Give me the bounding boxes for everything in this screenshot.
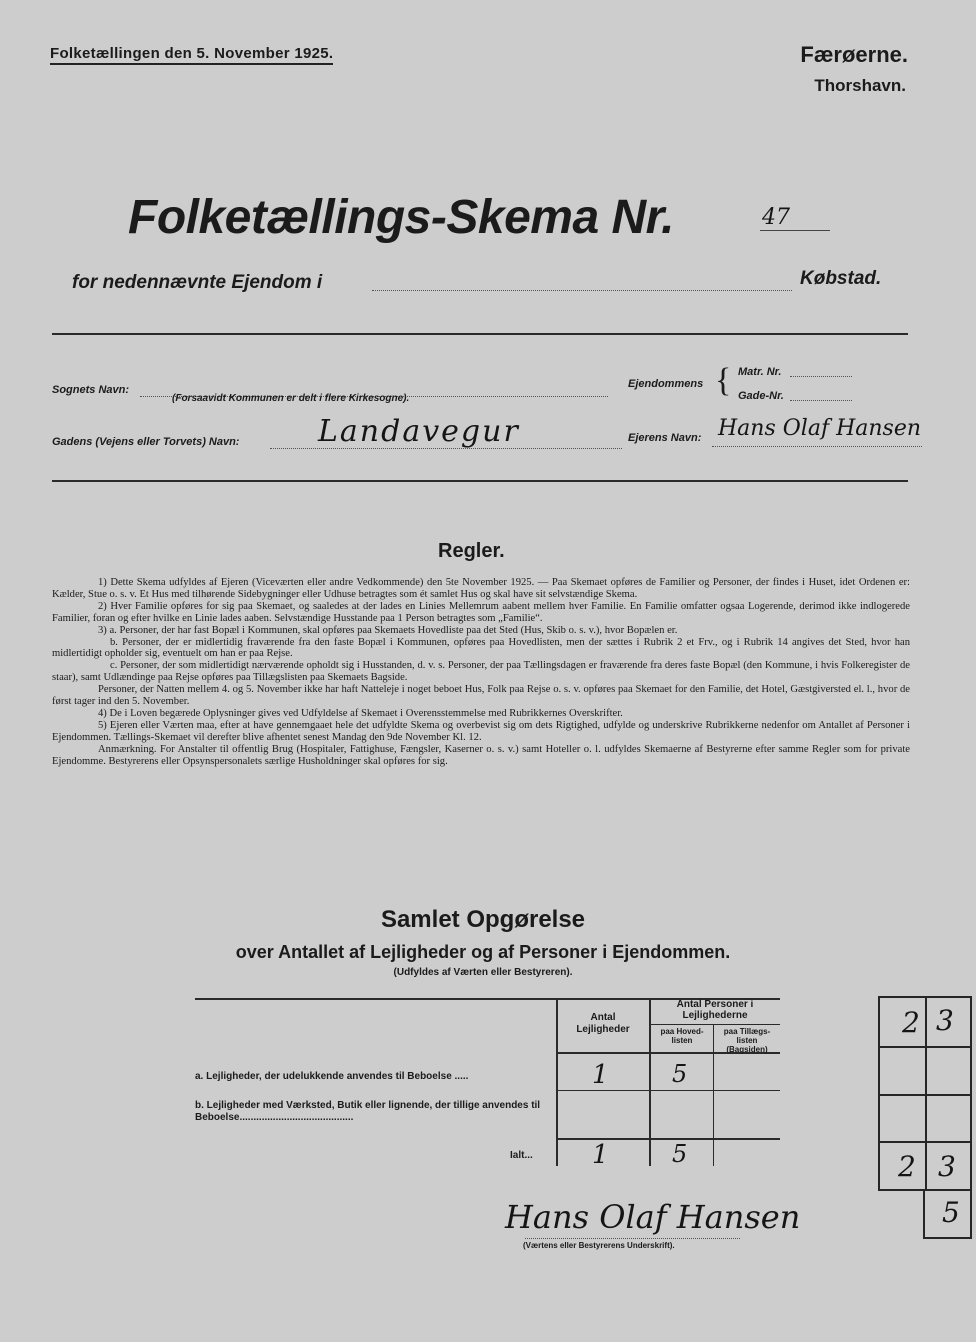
region-label: Færøerne. xyxy=(800,42,908,67)
col-main-header: paa Hoved-listen xyxy=(660,1027,704,1045)
rule-5: 5) Ejeren eller Værten maa, efter at have gennemgaaet hele det udfyldte Skema og overbevist sig om dets Rigtighed, udfylde og underskrive Rubrikkerne nedenfor om Antallet af Personer i Ejendommen. Tællings-Skemaet vil derefter blive afhentet senest Mandag den 9de November Kl. 12. xyxy=(52,719,910,743)
divider-bottom xyxy=(52,480,908,482)
row-rule-a xyxy=(556,1090,780,1091)
owner-line xyxy=(712,446,922,447)
street-no-label: Gade-Nr. xyxy=(738,390,784,402)
rule-1: 1) Dette Skema udfyldes af Ejeren (Viceværten eller andre Vedkommende) den 5te November 1925. — Paa Skemaet opføres de Familier og Personer, der findes i Huset, idet Ordenen er: Kælder, Stue o. s. v. Et Hus med tilhørende Sidebygninger eller Udhuse betragtes som ét samlet Hus og skal have sit selvstændige Skema. xyxy=(52,577,910,600)
row-b-label: b. Lejligheder med Værksted, Butik eller lignende, der tillige anvendes til Beboelse......................................... xyxy=(195,1100,541,1123)
town-type: Købstad. xyxy=(800,268,882,289)
owner-signature: Hans Olaf Hansen xyxy=(505,1198,801,1236)
tally-r5: 5 xyxy=(942,1196,960,1229)
tally-row-rule-3 xyxy=(880,1141,970,1143)
divider-top xyxy=(52,333,908,335)
rules-body xyxy=(52,577,910,768)
signature-line xyxy=(525,1238,740,1239)
signature-caption: (Værtens eller Bestyrerens Underskrift). xyxy=(523,1241,675,1250)
tally-row-rule-2 xyxy=(880,1094,970,1096)
row-rule-b xyxy=(556,1138,780,1140)
col-line-3 xyxy=(713,1024,714,1166)
row-total-apartments: 1 xyxy=(592,1140,609,1170)
parish-note: (Forsaavidt Kommunen er delt i flere Kirkesogne). xyxy=(172,393,410,404)
tally-r4-c2: 3 xyxy=(938,1150,956,1183)
property-subtitle: for nedennævnte Ejendom i xyxy=(72,272,323,293)
brace-icon: { xyxy=(715,362,732,399)
matr-label: Matr. Nr. xyxy=(738,366,782,378)
row-total-main: 5 xyxy=(672,1140,688,1168)
form-number-line xyxy=(760,230,830,231)
street-no-line xyxy=(790,400,852,401)
persons-sub-rule xyxy=(650,1024,780,1025)
summary-title: Samlet Opgørelse xyxy=(380,906,586,933)
owner-label: Ejerens Navn: xyxy=(628,432,702,444)
town-label: Thorshavn. xyxy=(814,76,906,95)
rule-3a: 3) a. Personer, der har fast Bopæl i Kommunen, skal opføres paa Skemaets Hovedliste paa det Sted (Hus, Skib o. s. v.), hvor Bopælen er. xyxy=(98,624,678,636)
owner-value: Hans Olaf Hansen xyxy=(718,416,922,441)
street-label: Gadens (Vejens eller Torvets) Navn: xyxy=(52,436,240,448)
rule-4: 4) De i Loven begærede Oplysninger gives ved Udfyldelse af Skemaet i Overensstemmelse med Rubrikkernes Overskrifter. xyxy=(98,707,623,719)
tally-row-rule-1 xyxy=(880,1046,970,1048)
row-a-main: 5 xyxy=(672,1060,688,1088)
form-title: Folketællings-Skema Nr. xyxy=(128,191,675,244)
tally-r1-c1: 2 xyxy=(902,1006,920,1039)
summary-note: (Udfyldes af Værten eller Bestyreren). xyxy=(393,967,573,978)
col-persons-header: Antal Personer i Lejlighederne xyxy=(676,999,754,1021)
rule-3c: c. Personer, der som midlertidigt nærværende opholdt sig i Husstanden, d. v. s. Personer, der paa Tællingsdagen er fraværende fra deres faste Bopæl (den Kommune, i hvis Folkeregister de staar), samt Udlændinge paa Rejse opføres paa Tillægslisten paa Skemaets Bagside. xyxy=(52,660,910,684)
matr-line xyxy=(790,376,852,377)
rules-heading: Regler. xyxy=(438,540,505,562)
rule-3d: Personer, der Natten mellem 4. og 5. November ikke har haft Natteleje i noget beboet Hus, Folk paa Rejse o. s. v. opføres paa Skemaet for den Familie, det Hotel, Gæstgiversted el. l., hvor de først tager ind den 5. November. xyxy=(52,684,910,708)
rule-note: Anmærkning. For Anstalter til offentlig Brug (Hospitaler, Fattighuse, Fængsler, Kaserner o. s. v.) samt Hoteller o. l. udfyldes Skemaerne af Bestyrerne efter samme Regler som for private Ejendomme. Bestyrerens eller Opsynspersonalets særlige Husholdninger skal opføres for sig. xyxy=(52,743,910,767)
tally-r1-c2: 3 xyxy=(936,1004,954,1037)
property-label: Ejendommens xyxy=(628,378,704,390)
rule-3b: b. Personer, der er midlertidig fraværende fra den faste Bopæl i Kommunen, opføres paa Hovedlisten, men der sættes i Rubrik 2 et Frv., og i Rubrik 14 angives det Sted, hvor han midlertidigt opholder sig, eventuelt om han er paa Rejse. xyxy=(52,636,910,660)
row-total-label: Ialt... xyxy=(510,1150,533,1161)
rule-2: 2) Hver Familie opføres for sig paa Skemaet, og saaledes at der lades en Linies Mellemrum aabent mellem hver Familie. En Familie omfatter ogsaa Logerende, derimod ikke indlogerede Familier, foran og efter hvilke en Linie lades aaben. Selvstændige Husstande paa 1 Person betragtes som „Familie“. xyxy=(52,600,910,624)
tally-grid xyxy=(878,996,972,1191)
col-line-1 xyxy=(556,998,558,1166)
subtitle-line xyxy=(372,290,792,291)
col-supp-header: paa Tillægs-listen (Bagsiden) xyxy=(723,1027,771,1054)
row-a-label: a. Lejligheder, der udelukkende anvendes til Beboelse ..... xyxy=(195,1071,469,1082)
tally-r4-c1: 2 xyxy=(898,1150,916,1183)
summary-subtitle: over Antallet af Lejligheder og af Personer i Ejendommen. xyxy=(235,942,731,962)
form-number: 47 xyxy=(762,205,790,230)
row-a-apartments: 1 xyxy=(592,1060,609,1090)
col-apartments-header: Antal Lejligheder xyxy=(576,1012,630,1035)
parish-label: Sognets Navn: xyxy=(52,384,130,396)
census-date: Folketællingen den 5. November 1925. xyxy=(50,45,333,65)
street-value: Landavegur xyxy=(318,414,520,449)
